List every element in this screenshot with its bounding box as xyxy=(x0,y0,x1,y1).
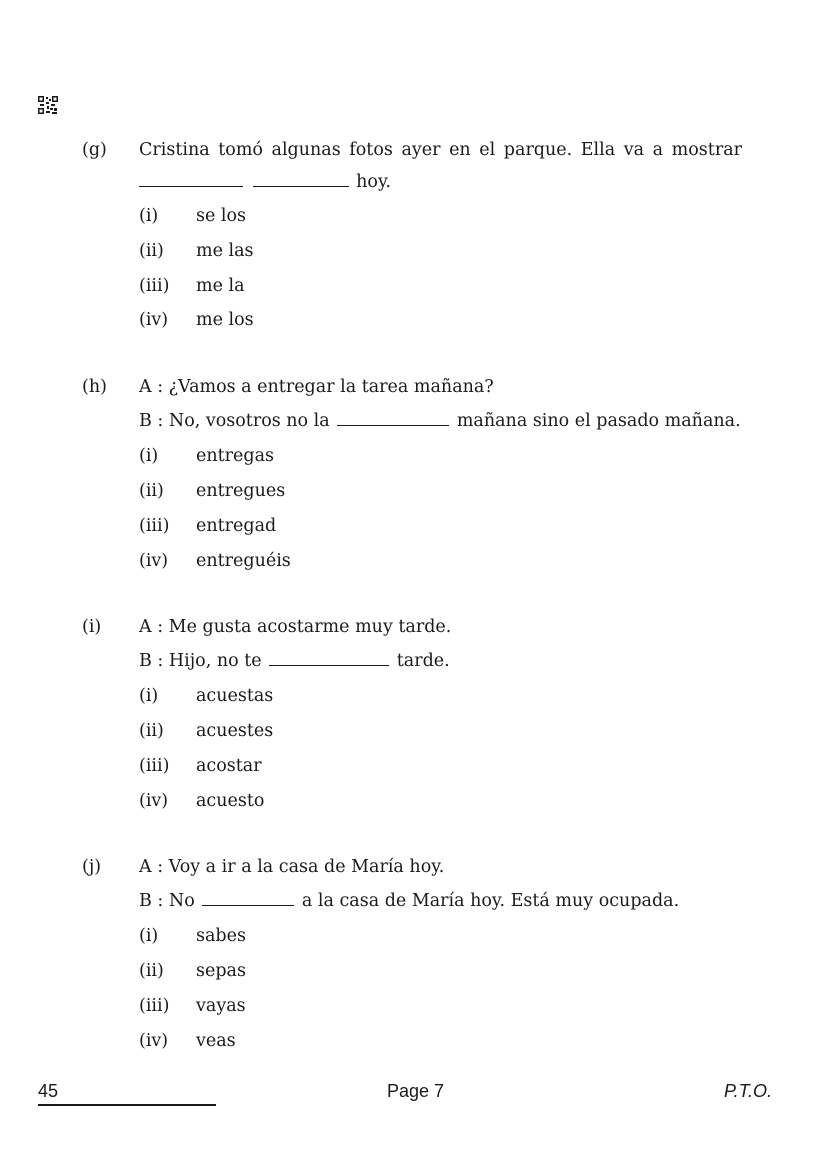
option-number: (iv) xyxy=(139,551,169,571)
option-text: me las xyxy=(196,241,254,261)
option-text: sabes xyxy=(196,926,246,946)
option-text: acuestes xyxy=(196,721,274,741)
option-number: (iv) xyxy=(139,1031,169,1051)
option-number: (iii) xyxy=(139,756,170,776)
question-line: Cristina tomó algunas fotos ayer en el parque. Ella va a mostrar xyxy=(139,140,742,160)
dialogue-line-b-start: B : Hijo, no te xyxy=(139,651,262,671)
option-number: (iv) xyxy=(139,310,169,330)
option-text: veas xyxy=(196,1031,236,1051)
option-text: me la xyxy=(196,276,245,296)
question-line-end: hoy. xyxy=(356,172,392,192)
pto-label: P.T.O. xyxy=(724,1081,773,1101)
answer-blank xyxy=(253,172,349,187)
question-number: (j) xyxy=(82,857,102,877)
option-text: acuesto xyxy=(196,791,265,811)
option-text: me los xyxy=(196,310,254,330)
option-text: se los xyxy=(196,206,247,226)
question-number: (h) xyxy=(82,377,107,397)
option-number: (ii) xyxy=(139,961,164,981)
option-number: (iii) xyxy=(139,996,170,1016)
qr-code-icon xyxy=(38,96,58,114)
option-number: (i) xyxy=(139,446,159,466)
question-number: (i) xyxy=(82,617,102,637)
question-number: (g) xyxy=(82,140,107,160)
dialogue-line-a: A : Voy a ir a la casa de María hoy. xyxy=(139,857,445,877)
option-text: entregad xyxy=(196,516,277,536)
answer-blank xyxy=(269,651,389,666)
option-text: entreguéis xyxy=(196,551,291,571)
option-number: (iii) xyxy=(139,516,170,536)
option-number: (i) xyxy=(139,926,159,946)
option-text: acostar xyxy=(196,756,262,776)
option-number: (ii) xyxy=(139,241,164,261)
dialogue-line-a: A : ¿Vamos a entregar la tarea mañana? xyxy=(139,377,494,397)
option-number: (i) xyxy=(139,206,159,226)
dialogue-line-b-end: tarde. xyxy=(396,651,450,671)
page-number: Page 7 xyxy=(387,1081,445,1101)
dialogue-line-b-end: a la casa de María hoy. Está muy ocupada. xyxy=(301,891,680,911)
option-text: acuestas xyxy=(196,686,274,706)
option-text: vayas xyxy=(196,996,246,1016)
answer-blank xyxy=(139,172,243,187)
option-text: sepas xyxy=(196,961,246,981)
answer-blank xyxy=(202,891,294,906)
option-number: (ii) xyxy=(139,481,164,501)
option-number: (iii) xyxy=(139,276,170,296)
dialogue-line-b-end: mañana sino el pasado mañana. xyxy=(456,411,741,431)
option-text: entregues xyxy=(196,481,286,501)
option-number: (ii) xyxy=(139,721,164,741)
dialogue-line-a: A : Me gusta acostarme muy tarde. xyxy=(139,617,452,637)
paper-code: 45 xyxy=(38,1081,59,1101)
footer-divider xyxy=(38,1104,216,1106)
dialogue-line-b-start: B : No xyxy=(139,891,195,911)
answer-blank xyxy=(337,411,449,426)
option-number: (i) xyxy=(139,686,159,706)
option-number: (iv) xyxy=(139,791,169,811)
dialogue-line-b-start: B : No, vosotros no la xyxy=(139,411,330,431)
option-text: entregas xyxy=(196,446,274,466)
